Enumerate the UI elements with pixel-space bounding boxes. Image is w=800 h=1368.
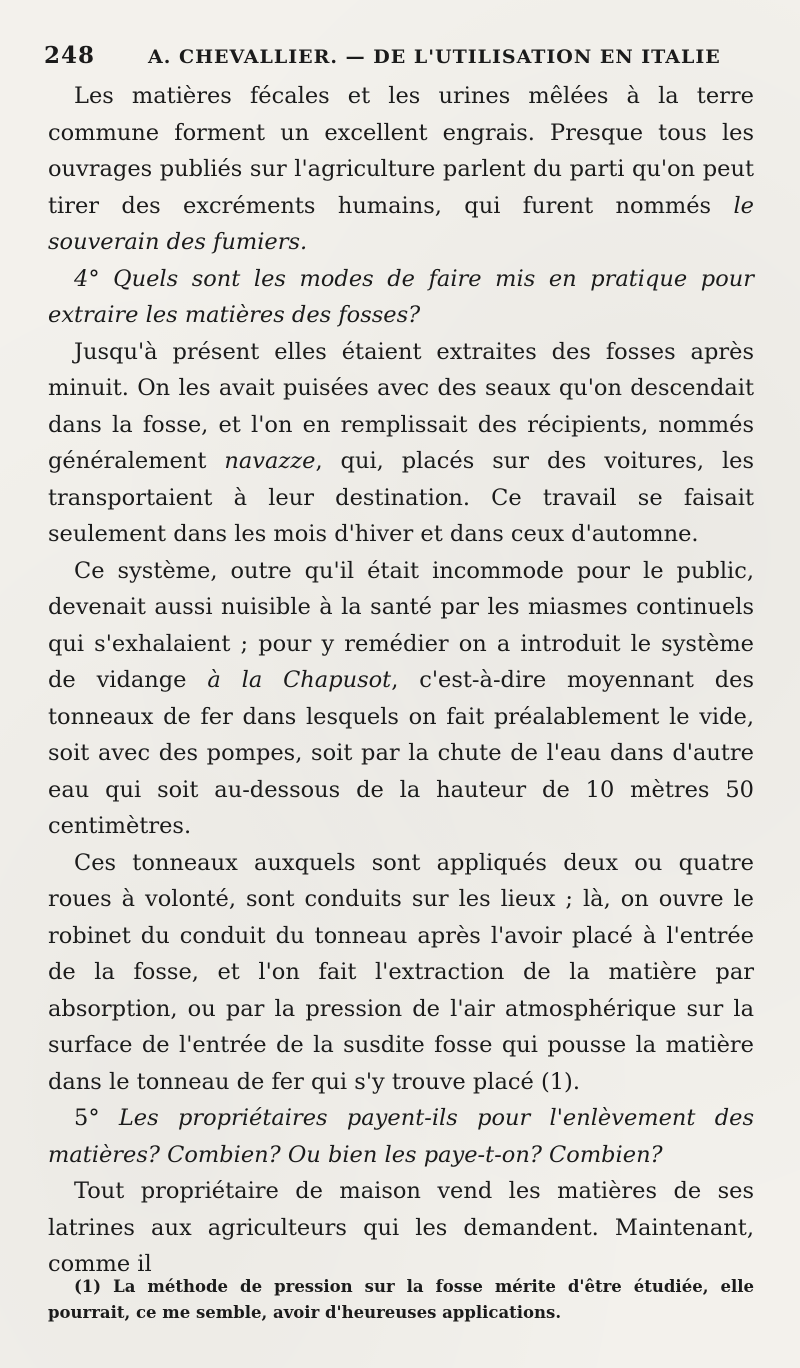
paragraph-text: Jusqu'à présent elles étaient extraites des fosses après minuit. On les avait puisées avec des seaux qu'on descendait dans la fosse, et l'on en remplissait des récipients, nommés généralement	[48, 338, 754, 474]
italic-term: navazze	[224, 448, 316, 474]
paragraph-text: , qui, placés sur des voitures, les transportaient à leur destination. Ce travail se faisait seulement dans les mois d'hiver et dans ceux d'automne.	[48, 448, 755, 547]
paragraph-tonneaux	[48, 845, 754, 1101]
paragraph-text: Ces tonneaux auxquels sont appliqués deux ou quatre roues à volonté, sont conduits sur les lieux ; là, on ouvre le robinet du conduit du tonneau après l'avoir placé à l'entrée de la fosse, et l'on fait l'extraction de la matière par absorption, ou par la pression de l'air atmosphérique sur la surface de l'entrée de la susdite fosse qui pousse la matière dans le tonneau de fer qui s'y trouve placé (1).	[48, 849, 754, 1095]
footnote	[48, 1274, 754, 1326]
paragraph-text: Les matières fécales et les urines mêlées à la terre commune forment un excellent engrais. Presque tous les ouvrages publiés sur l'agriculture parlent du parti qu'on peut tirer des excréments humains, qui furent nommés	[48, 83, 754, 219]
body-text	[48, 78, 754, 1283]
page-number: 248	[44, 42, 96, 69]
question-text: Les propriétaires payent-ils pour l'enlèvement des matières? Combien? Ou bien les paye-t-on? Combien?	[48, 1105, 754, 1168]
question-number: 5°	[74, 1105, 100, 1131]
page-header	[44, 36, 764, 72]
paragraph-text: , c'est-à-dire moyennant des tonneaux de fer dans lesquels on fait préalablement le vide, soit avec des pompes, soit par la chute de l'eau dans d'autre eau qui soit au-dessous de la hauteur de 10 mètres 50 centimètres.	[48, 667, 755, 839]
paragraph-proprietaire	[48, 1173, 754, 1283]
question-text: 4° Quels sont les modes de faire mis en pratique pour extraire les matières des fosses?	[48, 265, 754, 328]
italic-phrase: le souverain des fumiers.	[48, 192, 754, 255]
paragraph-text: Ce système, outre qu'il était incommode pour le public, devenait aussi nuisible à la santé par les miasmes continuels qui s'exhalaient ; pour y remédier on a introduit le système de vidange	[48, 557, 754, 693]
question-4	[48, 261, 754, 334]
paragraph-extraction	[48, 334, 754, 553]
paragraph-text: Tout propriétaire de maison vend les matières de ses latrines aux agriculteurs qui les demandent. Maintenant, comme il	[48, 1178, 754, 1277]
italic-term: à la Chapusot	[207, 667, 392, 693]
paragraph-engrais	[48, 78, 754, 261]
footnote-text: (1) La méthode de pression sur la fosse mérite d'être étudiée, elle pourrait, ce me semble, avoir d'heureuses applications.	[48, 1277, 754, 1322]
paragraph-systeme	[48, 553, 754, 845]
question-5	[48, 1100, 754, 1173]
running-head: A. CHEVALLIER. — DE L'UTILISATION EN ITALIE	[148, 46, 721, 68]
